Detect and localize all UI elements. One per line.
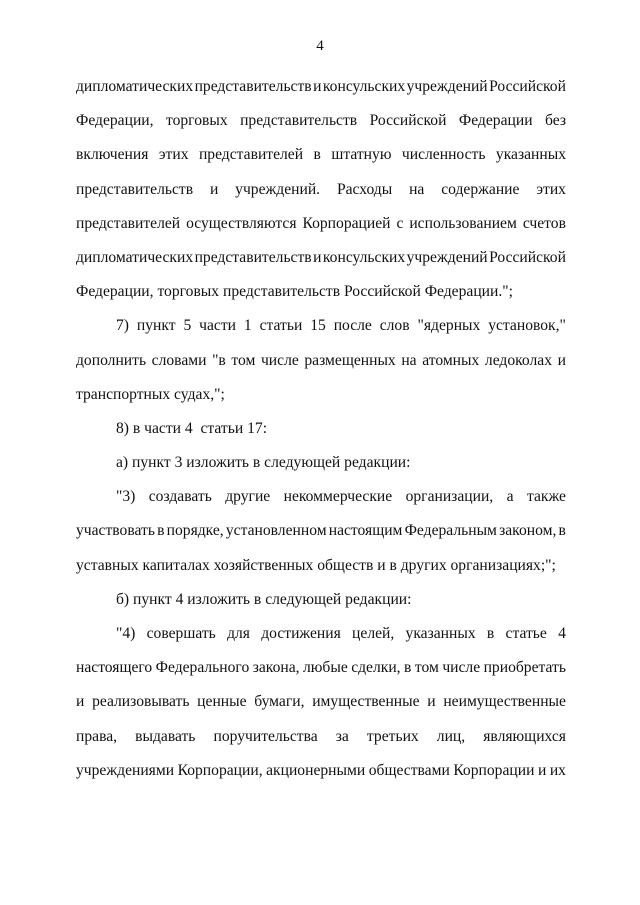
text-line: участвовать в порядке, установленном настоящим Федеральным законом, в bbox=[76, 522, 566, 540]
page-number: 4 bbox=[316, 38, 324, 54]
text-line: и реализовывать ценные бумаги, имущественные и неимущественные bbox=[76, 693, 566, 711]
document-body bbox=[76, 75, 566, 793]
text-line: "3) создавать другие некоммерческие организации, а также bbox=[116, 488, 566, 506]
text-line: дополнить словами "в том числе размещенных на атомных ледоколах и bbox=[76, 351, 566, 369]
text-line: представителей осуществляются Корпорацией с использованием счетов bbox=[76, 214, 566, 232]
text-line: 8) в части 4 статьи 17: bbox=[116, 419, 268, 437]
text-line: права, выдавать поручительства за третьих лиц, являющихся bbox=[76, 727, 566, 745]
text-line: представительств и учреждений. Расходы на содержание этих bbox=[76, 180, 566, 198]
text-line: настоящего Федерального закона, любые сделки, в том числе приобретать bbox=[76, 659, 566, 677]
text-line: дипломатических представительств и консульских учреждений Российской bbox=[76, 78, 566, 95]
text-line: уставных капиталах хозяйственных обществ и в других организациях;"; bbox=[76, 556, 556, 574]
text-line: дипломатических представительств и консульских учреждений Российской bbox=[76, 248, 566, 266]
text-line: Федерации, торговых представительств Российской Федерации без bbox=[76, 112, 566, 130]
text-line: учреждениями Корпорации, акционерными обществами Корпорации и их bbox=[76, 761, 566, 779]
text-line: включения этих представителей в штатную численность указанных bbox=[76, 146, 566, 164]
text-line: транспортных судах,"; bbox=[76, 385, 225, 403]
text-line: 7) пункт 5 части 1 статьи 15 после слов "ядерных установок," bbox=[116, 317, 566, 335]
text-line: а) пункт 3 изложить в следующей редакции: bbox=[116, 454, 411, 472]
text-line: Федерации, торговых представительств Российской Федерации."; bbox=[76, 283, 513, 301]
text-line: б) пункт 4 изложить в следующей редакции: bbox=[116, 590, 412, 608]
text-line: "4) совершать для достижения целей, указанных в статье 4 bbox=[116, 625, 566, 642]
